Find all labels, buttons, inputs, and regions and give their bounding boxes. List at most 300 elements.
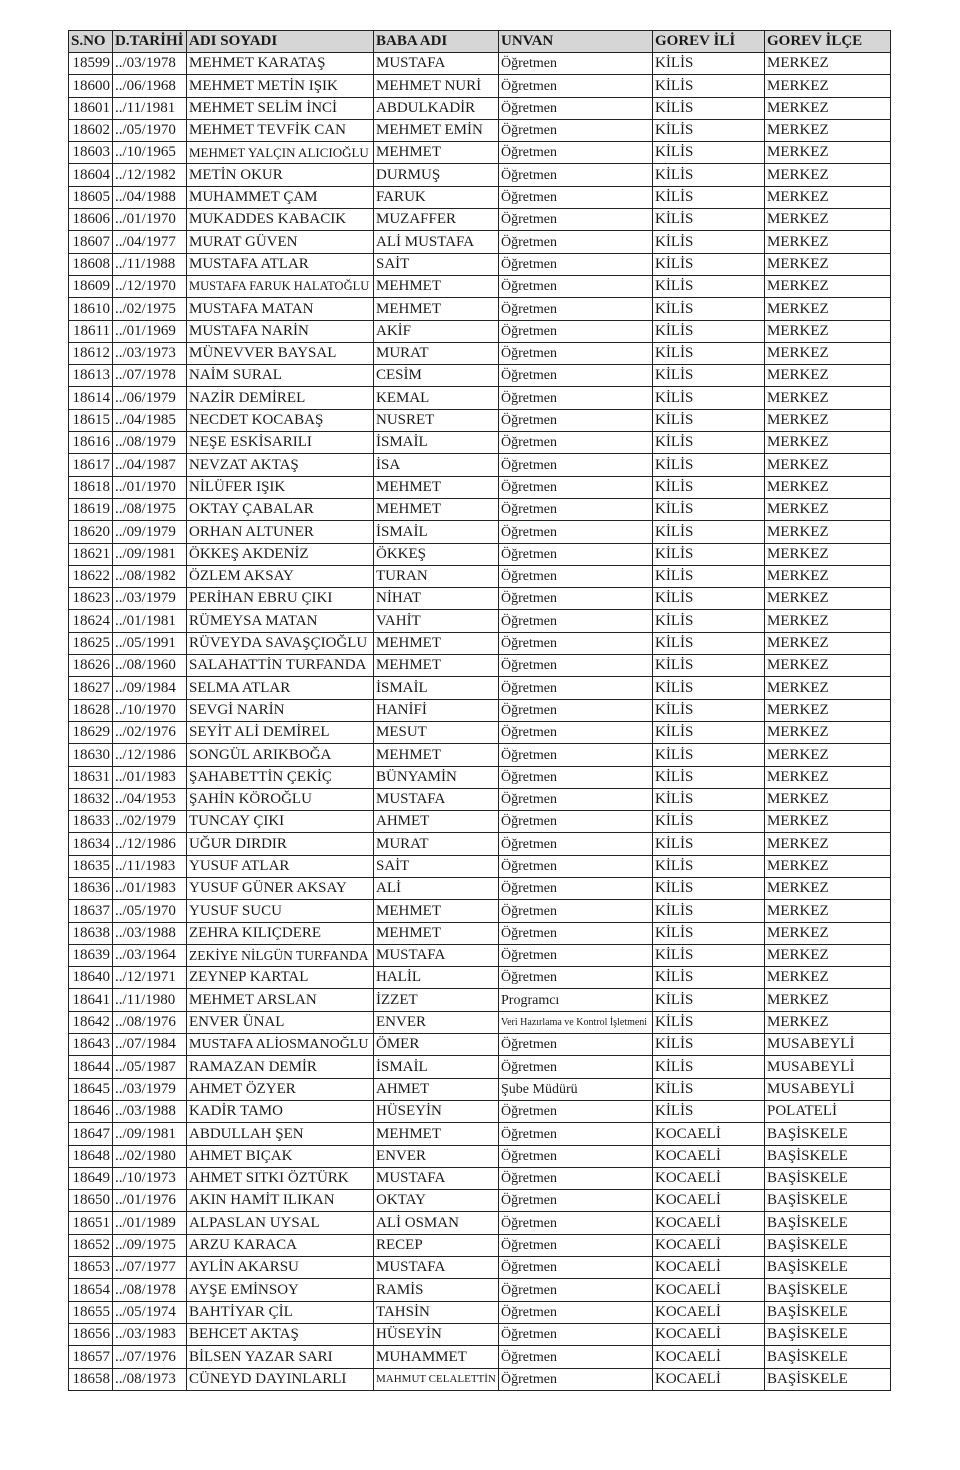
table-row (69, 320, 891, 342)
title-cell: Öğretmen (499, 632, 653, 654)
sno-cell: 18629 (69, 721, 113, 743)
province-cell: KİLİS (653, 655, 765, 677)
province-cell: KOCAELİ (653, 1301, 765, 1323)
father-name-cell: MUHAMMET (374, 1346, 499, 1368)
sno-cell: 18657 (69, 1346, 113, 1368)
province-cell: KİLİS (653, 922, 765, 944)
province-cell: KİLİS (653, 298, 765, 320)
father-name-cell: KEMAL (374, 387, 499, 409)
full-name-cell: KADİR TAMO (187, 1100, 374, 1122)
table-row (69, 1346, 891, 1368)
birth-date-cell: ../04/1987 (113, 454, 187, 476)
table-row (69, 53, 891, 75)
birth-date-cell: ../03/1988 (113, 1100, 187, 1122)
father-name-cell: MUSTAFA (374, 944, 499, 966)
header-sno: S.NO (69, 31, 113, 53)
province-cell: KİLİS (653, 342, 765, 364)
header-full-name: ADI SOYADI (187, 31, 374, 53)
father-name-cell: TAHSİN (374, 1301, 499, 1323)
province-cell: KİLİS (653, 1100, 765, 1122)
full-name-cell: MUSTAFA NARİN (187, 320, 374, 342)
sno-cell: 18610 (69, 298, 113, 320)
province-cell: KİLİS (653, 766, 765, 788)
sno-cell: 18624 (69, 610, 113, 632)
title-cell: Öğretmen (499, 1301, 653, 1323)
province-cell: KİLİS (653, 967, 765, 989)
birth-date-cell: ../11/1981 (113, 97, 187, 119)
district-cell: MUSABEYLİ (765, 1034, 891, 1056)
birth-date-cell: ../04/1953 (113, 788, 187, 810)
district-cell: MUSABEYLİ (765, 1056, 891, 1078)
father-name-cell: MEHMET NURİ (374, 75, 499, 97)
birth-date-cell: ../04/1985 (113, 409, 187, 431)
title-cell: Öğretmen (499, 342, 653, 364)
title-cell: Öğretmen (499, 186, 653, 208)
table-row (69, 1257, 891, 1279)
full-name-cell: MEHMET ARSLAN (187, 989, 374, 1011)
table-row (69, 209, 891, 231)
district-cell: BAŞİSKELE (765, 1212, 891, 1234)
title-cell: Öğretmen (499, 877, 653, 899)
district-cell: BAŞİSKELE (765, 1368, 891, 1390)
birth-date-cell: ../03/1964 (113, 944, 187, 966)
table-row (69, 1145, 891, 1167)
province-cell: KOCAELİ (653, 1279, 765, 1301)
province-cell: KİLİS (653, 744, 765, 766)
sno-cell: 18600 (69, 75, 113, 97)
district-cell: MERKEZ (765, 142, 891, 164)
title-cell: Öğretmen (499, 677, 653, 699)
father-name-cell: MEHMET (374, 476, 499, 498)
table-row (69, 1212, 891, 1234)
full-name-cell: AHMET ÖZYER (187, 1078, 374, 1100)
district-cell: MERKEZ (765, 788, 891, 810)
province-cell: KOCAELİ (653, 1190, 765, 1212)
birth-date-cell: ../07/1976 (113, 1346, 187, 1368)
birth-date-cell: ../10/1973 (113, 1167, 187, 1189)
birth-date-cell: ../08/1960 (113, 655, 187, 677)
province-cell: KİLİS (653, 142, 765, 164)
province-cell: KİLİS (653, 498, 765, 520)
full-name-cell: ZEKİYE NİLGÜN TURFANDA (187, 944, 374, 966)
table-row (69, 1301, 891, 1323)
father-name-cell: MEHMET (374, 632, 499, 654)
table-row (69, 632, 891, 654)
sno-cell: 18628 (69, 699, 113, 721)
father-name-cell: MEHMET (374, 900, 499, 922)
province-cell: KİLİS (653, 387, 765, 409)
district-cell: MERKEZ (765, 409, 891, 431)
birth-date-cell: ../01/1989 (113, 1212, 187, 1234)
district-cell: MERKEZ (765, 877, 891, 899)
table-row (69, 186, 891, 208)
title-cell: Öğretmen (499, 588, 653, 610)
province-cell: KİLİS (653, 877, 765, 899)
district-cell: BAŞİSKELE (765, 1123, 891, 1145)
table-row (69, 1011, 891, 1033)
province-cell: KİLİS (653, 1056, 765, 1078)
province-cell: KİLİS (653, 833, 765, 855)
father-name-cell: BÜNYAMİN (374, 766, 499, 788)
birth-date-cell: ../08/1976 (113, 1011, 187, 1033)
district-cell: MERKEZ (765, 298, 891, 320)
title-cell: Öğretmen (499, 833, 653, 855)
table-row (69, 119, 891, 141)
personnel-list-page (68, 30, 890, 1391)
full-name-cell: AYLİN AKARSU (187, 1257, 374, 1279)
table-row (69, 142, 891, 164)
sno-cell: 18623 (69, 588, 113, 610)
province-cell: KİLİS (653, 75, 765, 97)
birth-date-cell: ../05/1970 (113, 900, 187, 922)
birth-date-cell: ../08/1973 (113, 1368, 187, 1390)
table-row (69, 1279, 891, 1301)
sno-cell: 18632 (69, 788, 113, 810)
full-name-cell: AHMET BIÇAK (187, 1145, 374, 1167)
table-row (69, 699, 891, 721)
district-cell: MERKEZ (765, 75, 891, 97)
table-row (69, 1123, 891, 1145)
full-name-cell: UĞUR DIRDIR (187, 833, 374, 855)
title-cell: Öğretmen (499, 209, 653, 231)
district-cell: MERKEZ (765, 944, 891, 966)
header-title: UNVAN (499, 31, 653, 53)
birth-date-cell: ../02/1975 (113, 298, 187, 320)
province-cell: KİLİS (653, 97, 765, 119)
birth-date-cell: ../12/1970 (113, 275, 187, 297)
title-cell: Veri Hazırlama ve Kontrol İşletmeni (499, 1011, 653, 1033)
father-name-cell: FARUK (374, 186, 499, 208)
birth-date-cell: ../12/1986 (113, 833, 187, 855)
father-name-cell: MAHMUT CELALETTİN (374, 1368, 499, 1390)
father-name-cell: RECEP (374, 1234, 499, 1256)
full-name-cell: CÜNEYD DAYINLARLI (187, 1368, 374, 1390)
sno-cell: 18644 (69, 1056, 113, 1078)
birth-date-cell: ../10/1970 (113, 699, 187, 721)
province-cell: KOCAELİ (653, 1123, 765, 1145)
sno-cell: 18618 (69, 476, 113, 498)
province-cell: KİLİS (653, 119, 765, 141)
sno-cell: 18650 (69, 1190, 113, 1212)
district-cell: MERKEZ (765, 766, 891, 788)
birth-date-cell: ../09/1981 (113, 1123, 187, 1145)
sno-cell: 18609 (69, 275, 113, 297)
district-cell: MERKEZ (765, 97, 891, 119)
province-cell: KİLİS (653, 677, 765, 699)
district-cell: BAŞİSKELE (765, 1257, 891, 1279)
father-name-cell: NİHAT (374, 588, 499, 610)
father-name-cell: MEHMET (374, 275, 499, 297)
header-father-name: BABA ADI (374, 31, 499, 53)
sno-cell: 18638 (69, 922, 113, 944)
father-name-cell: İSMAİL (374, 432, 499, 454)
table-row (69, 298, 891, 320)
full-name-cell: NECDET KOCABAŞ (187, 409, 374, 431)
father-name-cell: TURAN (374, 565, 499, 587)
province-cell: KİLİS (653, 900, 765, 922)
full-name-cell: MUSTAFA MATAN (187, 298, 374, 320)
father-name-cell: İSA (374, 454, 499, 476)
birth-date-cell: ../03/1979 (113, 588, 187, 610)
title-cell: Öğretmen (499, 454, 653, 476)
table-row (69, 944, 891, 966)
district-cell: MERKEZ (765, 209, 891, 231)
father-name-cell: MEHMET (374, 498, 499, 520)
district-cell: MERKEZ (765, 677, 891, 699)
sno-cell: 18649 (69, 1167, 113, 1189)
full-name-cell: SEVGİ NARİN (187, 699, 374, 721)
district-cell: MERKEZ (765, 721, 891, 743)
title-cell: Öğretmen (499, 53, 653, 75)
title-cell: Öğretmen (499, 1234, 653, 1256)
province-cell: KOCAELİ (653, 1145, 765, 1167)
full-name-cell: ÖKKEŞ AKDENİZ (187, 543, 374, 565)
province-cell: KİLİS (653, 409, 765, 431)
title-cell: Öğretmen (499, 409, 653, 431)
sno-cell: 18641 (69, 989, 113, 1011)
table-row (69, 655, 891, 677)
title-cell: Öğretmen (499, 476, 653, 498)
birth-date-cell: ../02/1980 (113, 1145, 187, 1167)
district-cell: MERKEZ (765, 387, 891, 409)
birth-date-cell: ../09/1979 (113, 521, 187, 543)
title-cell: Programcı (499, 989, 653, 1011)
sno-cell: 18634 (69, 833, 113, 855)
father-name-cell: MEHMET (374, 1123, 499, 1145)
full-name-cell: NEVZAT AKTAŞ (187, 454, 374, 476)
birth-date-cell: ../05/1987 (113, 1056, 187, 1078)
birth-date-cell: ../09/1981 (113, 543, 187, 565)
father-name-cell: SAİT (374, 253, 499, 275)
province-cell: KİLİS (653, 699, 765, 721)
province-cell: KİLİS (653, 610, 765, 632)
table-row (69, 231, 891, 253)
father-name-cell: İZZET (374, 989, 499, 1011)
district-cell: MERKEZ (765, 900, 891, 922)
table-row (69, 610, 891, 632)
table-row (69, 342, 891, 364)
province-cell: KİLİS (653, 565, 765, 587)
district-cell: POLATELİ (765, 1100, 891, 1122)
birth-date-cell: ../01/1970 (113, 209, 187, 231)
sno-cell: 18653 (69, 1257, 113, 1279)
birth-date-cell: ../12/1971 (113, 967, 187, 989)
birth-date-cell: ../05/1974 (113, 1301, 187, 1323)
sno-cell: 18648 (69, 1145, 113, 1167)
district-cell: MERKEZ (765, 432, 891, 454)
sno-cell: 18656 (69, 1323, 113, 1345)
father-name-cell: MURAT (374, 833, 499, 855)
birth-date-cell: ../01/1981 (113, 610, 187, 632)
table-row (69, 97, 891, 119)
full-name-cell: MUHAMMET ÇAM (187, 186, 374, 208)
title-cell: Öğretmen (499, 1279, 653, 1301)
district-cell: MERKEZ (765, 253, 891, 275)
district-cell: MERKEZ (765, 164, 891, 186)
birth-date-cell: ../11/1983 (113, 855, 187, 877)
province-cell: KİLİS (653, 209, 765, 231)
full-name-cell: NEŞE ESKİSARILI (187, 432, 374, 454)
sno-cell: 18635 (69, 855, 113, 877)
table-row (69, 900, 891, 922)
father-name-cell: ALİ OSMAN (374, 1212, 499, 1234)
birth-date-cell: ../03/1988 (113, 922, 187, 944)
title-cell: Öğretmen (499, 811, 653, 833)
title-cell: Öğretmen (499, 1190, 653, 1212)
province-cell: KİLİS (653, 476, 765, 498)
sno-cell: 18625 (69, 632, 113, 654)
table-row (69, 521, 891, 543)
title-cell: Öğretmen (499, 1323, 653, 1345)
title-cell: Öğretmen (499, 365, 653, 387)
title-cell: Öğretmen (499, 967, 653, 989)
district-cell: MERKEZ (765, 186, 891, 208)
birth-date-cell: ../03/1973 (113, 342, 187, 364)
province-cell: KİLİS (653, 320, 765, 342)
title-cell: Öğretmen (499, 766, 653, 788)
birth-date-cell: ../11/1988 (113, 253, 187, 275)
full-name-cell: ABDULLAH ŞEN (187, 1123, 374, 1145)
district-cell: MERKEZ (765, 610, 891, 632)
birth-date-cell: ../04/1988 (113, 186, 187, 208)
table-row (69, 498, 891, 520)
sno-cell: 18622 (69, 565, 113, 587)
table-row (69, 387, 891, 409)
province-cell: KİLİS (653, 275, 765, 297)
title-cell: Öğretmen (499, 1212, 653, 1234)
full-name-cell: ŞAHİN KÖROĞLU (187, 788, 374, 810)
province-cell: KİLİS (653, 53, 765, 75)
district-cell: BAŞİSKELE (765, 1323, 891, 1345)
district-cell: MERKEZ (765, 476, 891, 498)
table-row (69, 1368, 891, 1390)
full-name-cell: AYŞE EMİNSOY (187, 1279, 374, 1301)
full-name-cell: METİN OKUR (187, 164, 374, 186)
birth-date-cell: ../05/1991 (113, 632, 187, 654)
title-cell: Öğretmen (499, 788, 653, 810)
father-name-cell: MUSTAFA (374, 1167, 499, 1189)
district-cell: MERKEZ (765, 833, 891, 855)
birth-date-cell: ../01/1976 (113, 1190, 187, 1212)
sno-cell: 18647 (69, 1123, 113, 1145)
father-name-cell: DURMUŞ (374, 164, 499, 186)
province-cell: KOCAELİ (653, 1212, 765, 1234)
sno-cell: 18599 (69, 53, 113, 75)
full-name-cell: OKTAY ÇABALAR (187, 498, 374, 520)
district-cell: MERKEZ (765, 342, 891, 364)
full-name-cell: SEYİT ALİ DEMİREL (187, 721, 374, 743)
sno-cell: 18603 (69, 142, 113, 164)
table-row (69, 989, 891, 1011)
father-name-cell: HALİL (374, 967, 499, 989)
full-name-cell: MEHMET KARATAŞ (187, 53, 374, 75)
title-cell: Öğretmen (499, 142, 653, 164)
birth-date-cell: ../01/1983 (113, 877, 187, 899)
sno-cell: 18646 (69, 1100, 113, 1122)
sno-cell: 18651 (69, 1212, 113, 1234)
district-cell: MERKEZ (765, 655, 891, 677)
district-cell: MERKEZ (765, 967, 891, 989)
title-cell: Öğretmen (499, 1034, 653, 1056)
birth-date-cell: ../04/1977 (113, 231, 187, 253)
full-name-cell: MEHMET SELİM İNCİ (187, 97, 374, 119)
father-name-cell: AHMET (374, 1078, 499, 1100)
title-cell: Öğretmen (499, 721, 653, 743)
header-birth-date: D.TARİHİ (113, 31, 187, 53)
title-cell: Öğretmen (499, 1257, 653, 1279)
father-name-cell: ÖKKEŞ (374, 543, 499, 565)
title-cell: Öğretmen (499, 900, 653, 922)
father-name-cell: RAMİS (374, 1279, 499, 1301)
district-cell: BAŞİSKELE (765, 1145, 891, 1167)
sno-cell: 18639 (69, 944, 113, 966)
title-cell: Öğretmen (499, 320, 653, 342)
province-cell: KİLİS (653, 1011, 765, 1033)
district-cell: MERKEZ (765, 119, 891, 141)
sno-cell: 18611 (69, 320, 113, 342)
full-name-cell: ARZU KARACA (187, 1234, 374, 1256)
sno-cell: 18614 (69, 387, 113, 409)
sno-cell: 18617 (69, 454, 113, 476)
birth-date-cell: ../05/1970 (113, 119, 187, 141)
title-cell: Öğretmen (499, 922, 653, 944)
sno-cell: 18631 (69, 766, 113, 788)
sno-cell: 18601 (69, 97, 113, 119)
birth-date-cell: ../10/1965 (113, 142, 187, 164)
sno-cell: 18627 (69, 677, 113, 699)
father-name-cell: AKİF (374, 320, 499, 342)
district-cell: MERKEZ (765, 632, 891, 654)
province-cell: KİLİS (653, 186, 765, 208)
title-cell: Öğretmen (499, 1346, 653, 1368)
title-cell: Öğretmen (499, 1145, 653, 1167)
province-cell: KİLİS (653, 788, 765, 810)
full-name-cell: YUSUF SUCU (187, 900, 374, 922)
title-cell: Öğretmen (499, 521, 653, 543)
title-cell: Öğretmen (499, 655, 653, 677)
birth-date-cell: ../06/1968 (113, 75, 187, 97)
sno-cell: 18643 (69, 1034, 113, 1056)
title-cell: Öğretmen (499, 1368, 653, 1390)
full-name-cell: MEHMET TEVFİK CAN (187, 119, 374, 141)
birth-date-cell: ../02/1976 (113, 721, 187, 743)
title-cell: Öğretmen (499, 231, 653, 253)
district-cell: MERKEZ (765, 699, 891, 721)
father-name-cell: MUSTAFA (374, 788, 499, 810)
province-cell: KİLİS (653, 253, 765, 275)
district-cell: BAŞİSKELE (765, 1346, 891, 1368)
father-name-cell: SAİT (374, 855, 499, 877)
birth-date-cell: ../06/1979 (113, 387, 187, 409)
full-name-cell: MEHMET YALÇIN ALICIOĞLU (187, 142, 374, 164)
full-name-cell: MUSTAFA ALİOSMANOĞLU (187, 1034, 374, 1056)
title-cell: Öğretmen (499, 498, 653, 520)
district-cell: BAŞİSKELE (765, 1234, 891, 1256)
district-cell: MERKEZ (765, 275, 891, 297)
sno-cell: 18602 (69, 119, 113, 141)
province-cell: KİLİS (653, 365, 765, 387)
birth-date-cell: ../08/1975 (113, 498, 187, 520)
title-cell: Öğretmen (499, 1123, 653, 1145)
sno-cell: 18654 (69, 1279, 113, 1301)
title-cell: Öğretmen (499, 1167, 653, 1189)
district-cell: MERKEZ (765, 498, 891, 520)
father-name-cell: ALİ MUSTAFA (374, 231, 499, 253)
birth-date-cell: ../03/1983 (113, 1323, 187, 1345)
table-row (69, 877, 891, 899)
birth-date-cell: ../08/1978 (113, 1279, 187, 1301)
district-cell: MERKEZ (765, 565, 891, 587)
